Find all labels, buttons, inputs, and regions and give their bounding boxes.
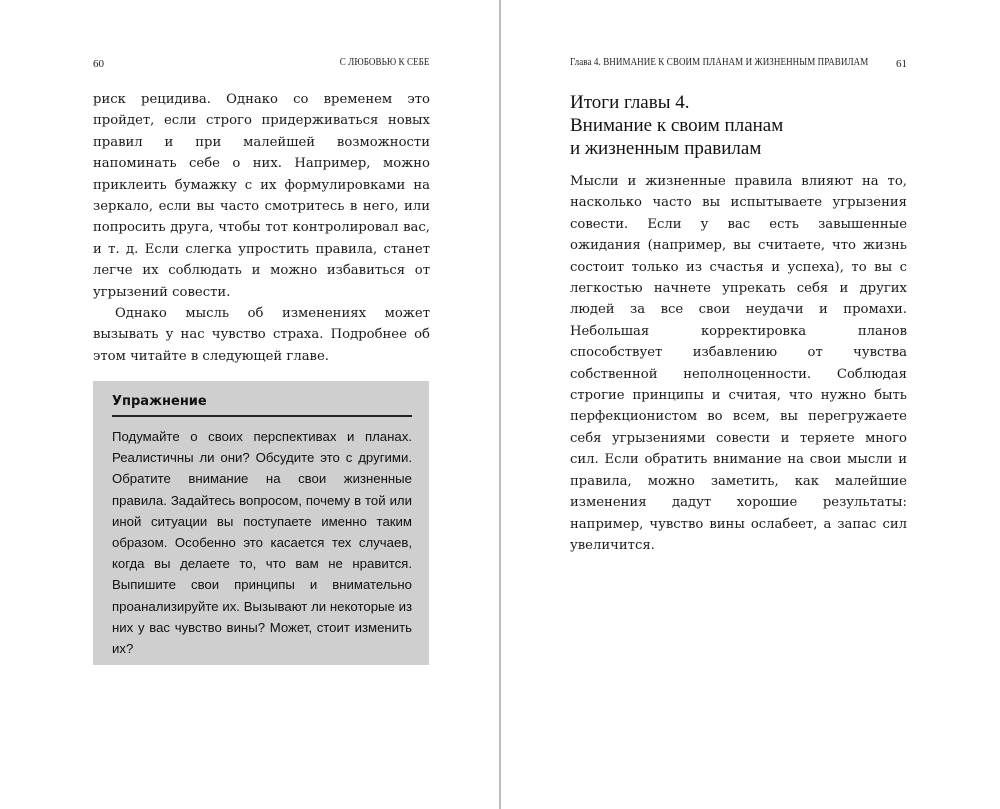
chapter-title-line: Внимание к своим планам	[570, 115, 784, 136]
paragraph: риск рецидива. Однако со временем это пройдет, если строго придерживаться новых правил и при малейшей возможности напоминать себе о них. Например, можно приклеить бумажку с их формулировками на зеркало, если вы часто смотритесь в него, или попросить друга, чтобы тот контролировал вас, и т. д. Если слегка упростить правила, станет легче их соблюдать и можно избавиться от угрызений совести.	[93, 92, 430, 300]
running-head-left: С ЛЮБОВЬЮ К СЕБЕ	[340, 56, 430, 68]
left-body-text	[93, 89, 430, 367]
running-head-right: Глава 4. ВНИМАНИЕ К СВОИМ ПЛАНАМ И ЖИЗНЕННЫМ ПРАВИЛАМ	[570, 56, 869, 68]
page-number-left: 60	[93, 58, 104, 70]
right-body-text	[570, 171, 907, 556]
paragraph: Мысли и жизненные правила влияют на то, насколько часто вы испытываете угрызения совести. Если у вас есть завышенные ожидания (например, вы считаете, что жизнь состоит только из счастья и успеха), то вы с легкостью начнете упрекать себя и других людей за все свои неудачи и промахи. Небольшая корректировка планов способствует избавлению от чувства собственной неполноценности. Соблюдая строгие принципы и считая, что нужно быть перфекционистом во всем, вы перегружаете себя угрызениями совести и теряете много сил. Если обратить внимание на свои мысли и правила, можно заметить, как малейшие изменения дадут хорошие результаты: например, чувство вины ослабеет, а запас сил увеличится.	[570, 174, 907, 553]
exercise-box	[93, 381, 429, 665]
exercise-title: Упражнение	[112, 394, 207, 409]
paragraph: Однако мысль об изменениях может вызывать у нас чувство страха. Подробнее об этом читайте в следующей главе.	[93, 306, 430, 364]
chapter-summary-title	[570, 91, 910, 160]
exercise-divider	[112, 415, 412, 417]
right-page	[501, 0, 1000, 809]
exercise-text: Подумайте о своих перспективах и планах. Реалистичны ли они? Обсудите это с другими. Обратите внимание на свои жизненные правила. Задайтесь вопросом, почему в той или иной ситуации вы поступаете именно таким образом. Особенно это касается тех случаев, когда вы делаете то, что вам не нравится. Выпишите свои принципы и внимательно проанализируйте их. Вызывают ли некоторые из них у вас чувство вины? Может, стоит изменить их?	[112, 429, 412, 657]
page-number-right: 61	[896, 58, 907, 70]
chapter-title-line: и жизненным правилам	[570, 138, 762, 159]
chapter-title-line: Итоги главы 4.	[570, 92, 690, 113]
